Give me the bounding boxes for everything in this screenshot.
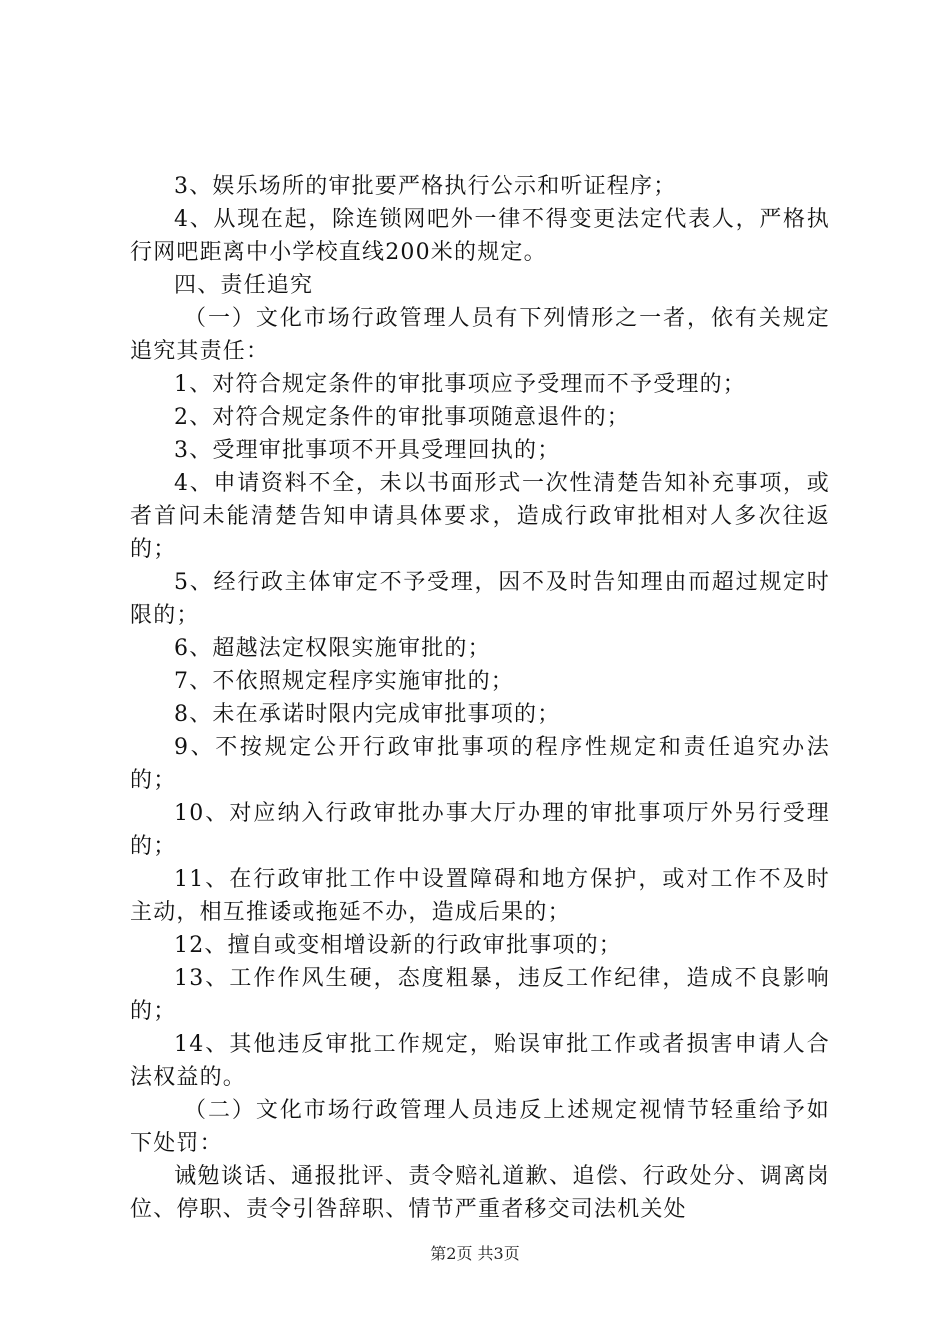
paragraph-penalties: 诫勉谈话、通报批评、责令赔礼道歉、追偿、行政处分、调离岗位、停职、责令引咎辞职、情节严重者移交司法机关处 (130, 1164, 830, 1222)
list-item-12: 12、擅自或变相增设新的行政审批事项的； (174, 933, 622, 958)
list-item-11: 11、在行政审批工作中设置障碍和地方保护，或对工作不及时主动，相互推诿或拖延不办，造成后果的； (130, 867, 830, 925)
list-item-3: 3、受理审批事项不开具受理回执的； (174, 438, 561, 463)
list-item-5: 5、经行政主体审定不予受理，因不及时告知理由而超过规定时限的； (130, 570, 830, 628)
list-item-4: 4、申请资料不全，未以书面形式一次性清楚告知补充事项，或者首问未能清楚告知申请具体要求，造成行政审批相对人多次往返的； (130, 471, 830, 562)
list-item-2: 2、对符合规定条件的审批事项随意退件的； (174, 405, 630, 430)
paragraph-subsection-2: （二）文化市场行政管理人员违反上述规定视情节轻重给予如下处罚： (130, 1098, 830, 1156)
paragraph-subsection-1: （一）文化市场行政管理人员有下列情形之一者，依有关规定追究其责任： (130, 306, 830, 364)
list-item-9: 9、不按规定公开行政审批事项的程序性规定和责任追究办法的； (130, 735, 830, 793)
list-item-1: 1、对符合规定条件的审批事项应予受理而不予受理的； (174, 372, 746, 397)
list-item-8: 8、未在承诺时限内完成审批事项的； (174, 702, 561, 727)
list-item-10: 10、对应纳入行政审批办事大厅办理的审批事项厅外另行受理的； (130, 801, 830, 859)
list-item-13: 13、工作作风生硬，态度粗暴，违反工作纪律，造成不良影响的； (130, 966, 830, 1024)
paragraph-item-4-internet-cafe: 4、从现在起，除连锁网吧外一律不得变更法定代表人，严格执行网吧距离中小学校直线200米的规定。 (130, 207, 830, 265)
page-number-footer: 第2页 共3页 (430, 1244, 520, 1263)
section-heading-accountability: 四、责任追究 (174, 273, 314, 298)
paragraph-item-3-entertainment: 3、娱乐场所的审批要严格执行公示和听证程序； (174, 174, 677, 199)
list-item-6: 6、超越法定权限实施审批的； (174, 636, 491, 661)
list-item-14: 14、其他违反审批工作规定，贻误审批工作或者损害申请人合法权益的。 (130, 1032, 830, 1090)
list-item-7: 7、不依照规定程序实施审批的； (174, 669, 514, 694)
document-body (130, 170, 830, 1226)
